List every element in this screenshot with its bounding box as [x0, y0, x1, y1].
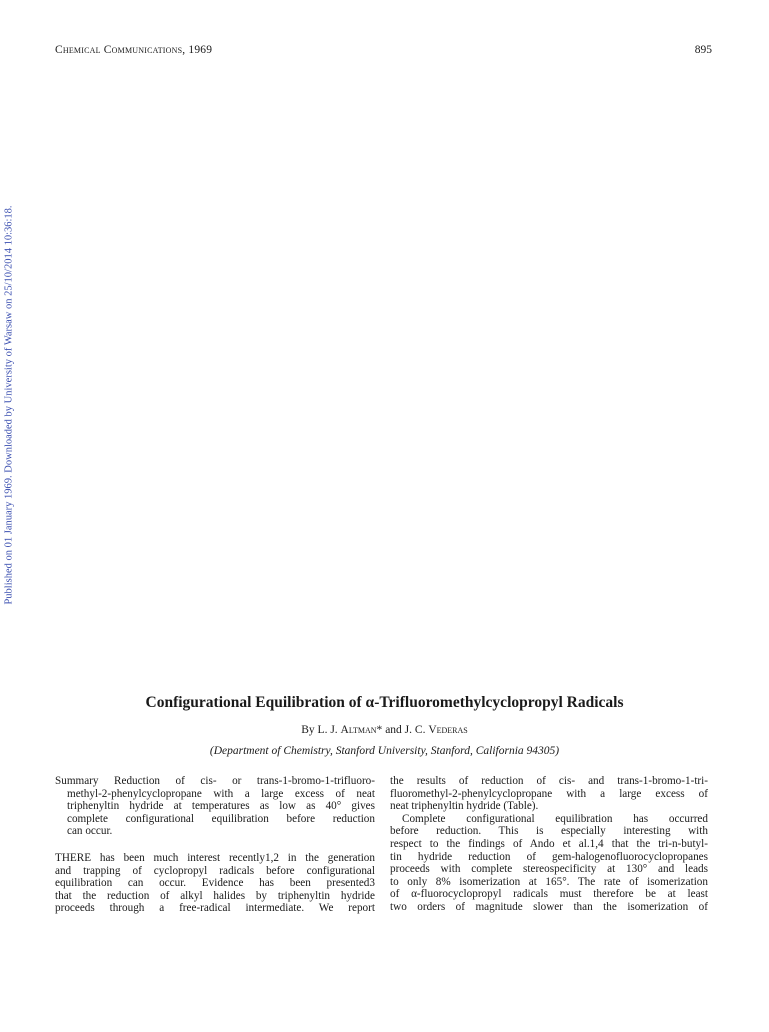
body-line: equilibration can occur. Evidence has been presented3: [55, 877, 375, 890]
body-line: that the reduction of alkyl halides by triphenyltin hydride: [55, 889, 375, 902]
summary-line: complete configurational equilibration before reduction: [67, 812, 375, 825]
and-text: and J. C.: [385, 724, 426, 736]
article-title: Configurational Equilibration of α-Trifluoromethylcyclopropyl Radicals: [145, 694, 624, 711]
by-text: By L. J.: [301, 724, 338, 736]
body-line: THERE has been much interest recently1,2 in the generation: [55, 851, 375, 864]
page-number: 895: [694, 44, 712, 56]
right-column: [390, 775, 708, 914]
body-line: and trapping of cyclopropyl radicals before configurational: [55, 864, 375, 877]
body-line: fluoromethyl-2-phenylcyclopropane with a large excess of: [390, 787, 708, 800]
body-paragraph: [55, 852, 375, 915]
body-line: respect to the findings of Ando et al.1,4 that the tri-n-butyl-: [390, 837, 708, 850]
summary-line: Summary Reduction of cis- or trans-1-bromo-1-trifluoro-: [55, 775, 375, 787]
summary-paragraph: [55, 775, 375, 838]
author-altman: Altman*: [340, 724, 383, 736]
summary-line: can occur.: [67, 825, 113, 838]
affiliation: (Department of Chemistry, Stanford University, Stanford, California 94305): [209, 745, 560, 757]
body-line: tin hydride reduction of gem-halogenofluorocyclopropanes: [390, 850, 708, 863]
body-line: proceeds through a free-radical intermediate. We report: [55, 902, 375, 915]
body-line: neat triphenyltin hydride (Table).: [390, 800, 539, 813]
download-watermark: [2, 190, 16, 620]
watermark-text: Published on 01 January 1969. Downloaded by University of Warsaw on 25/10/2014 10:36:18.: [3, 205, 15, 605]
author-vederas: Vederas: [428, 724, 468, 736]
body-line: to only 8% isomerization at 165°. The rate of isomerization: [390, 875, 708, 888]
summary-line: triphenyltin hydride at temperatures as low as 40° gives: [67, 800, 375, 813]
body-line: of α-fluorocyclopropyl radicals must therefore be at least: [390, 888, 708, 901]
running-header-journal: Chemical Communications, 1969: [55, 44, 213, 56]
body-line: two orders of magnitude slower than the isomerization of: [390, 900, 708, 913]
summary-line: methyl-2-phenylcyclopropane with a large excess of neat: [67, 787, 375, 800]
left-column: [55, 775, 375, 915]
body-line: before reduction. This is especially interesting with: [390, 825, 708, 838]
body-line: Complete configurational equilibration has occurred: [402, 812, 708, 825]
body-line: proceeds with complete stereospecificity at 130° and leads: [390, 863, 708, 876]
author-line: [0, 724, 769, 736]
body-line: the results of reduction of cis- and trans-1-bromo-1-tri-: [390, 775, 708, 787]
